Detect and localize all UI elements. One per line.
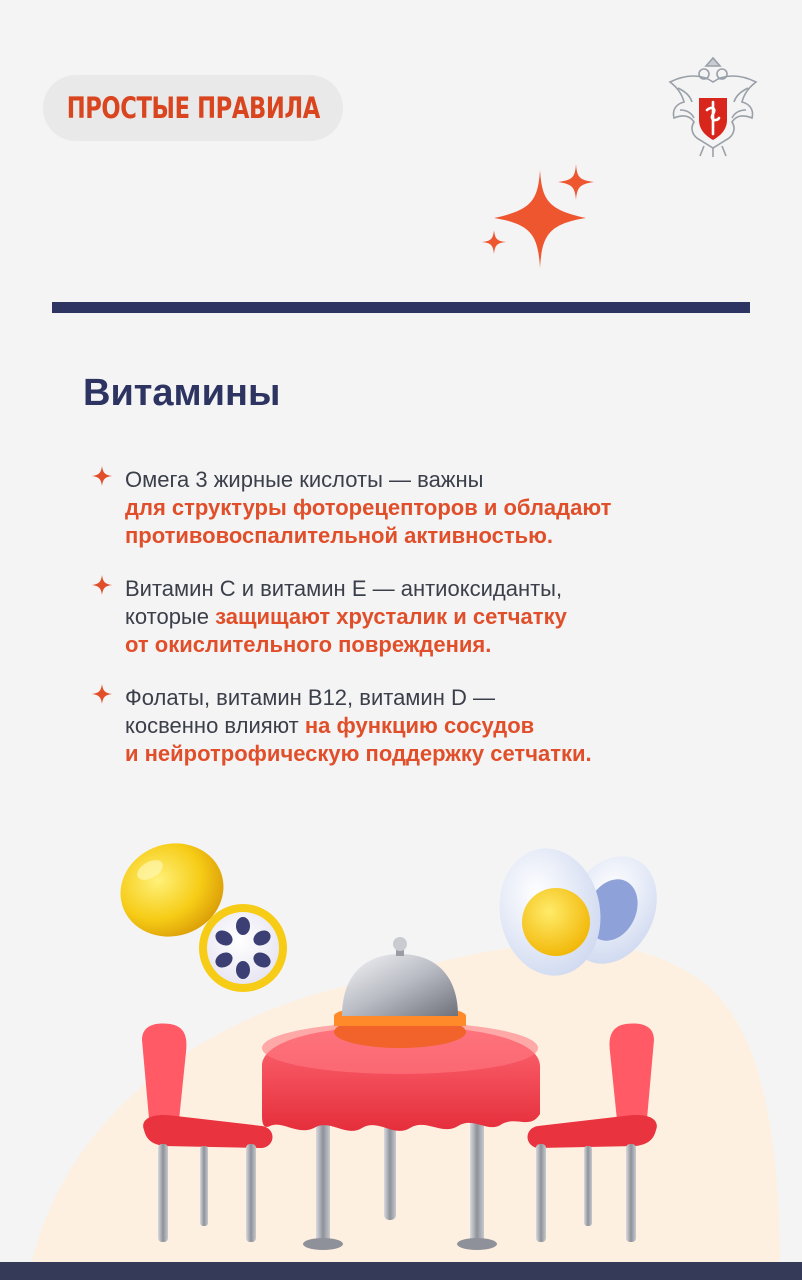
plus-star-icon [92,575,112,595]
list-item-text: Фолаты, витамин В12, витамин D — косвенно влияют на функцию сосудов и нейротрофическую поддержку сетчатки. [125,685,592,766]
list-item-text: Витамин С и витамин Е — антиоксиданты, которые защищают хрусталик и сетчатку от окислительного повреждения. [125,576,567,657]
badge-label: ПРОСТЫЕ ПРАВИЛА [66,91,320,125]
cloche-icon [334,937,466,1048]
page-title: Витамины [83,372,281,414]
section-badge [43,75,343,141]
sparkle-icon [476,162,604,272]
bottom-bar [0,1262,802,1280]
list-item-text: Омега 3 жирные кислоты — важны для структуры фоторецепторов и обладают противовоспалительной активностью. [125,467,612,548]
list-item [92,466,732,550]
plus-star-icon [92,466,112,486]
list-item [92,684,732,768]
ministry-of-health-emblem-icon [664,52,762,158]
lemon-slice-icon [199,904,287,992]
plus-star-icon [92,684,112,704]
list-item [92,575,732,659]
dining-illustration [0,830,802,1270]
section-divider [52,302,750,313]
